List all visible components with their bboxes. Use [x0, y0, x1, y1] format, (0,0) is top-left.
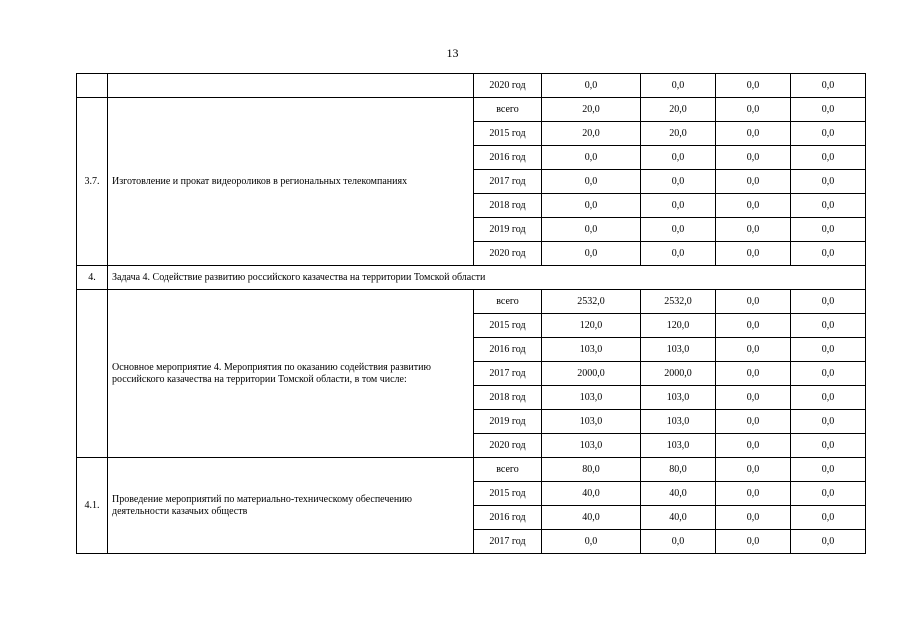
value-cell: 0,0: [641, 530, 716, 554]
year-cell: всего: [474, 458, 542, 482]
value-cell: 0,0: [641, 74, 716, 98]
value-cell: 120,0: [542, 314, 641, 338]
year-cell: 2015 год: [474, 314, 542, 338]
year-cell: 2020 год: [474, 74, 542, 98]
value-cell: 0,0: [791, 434, 866, 458]
task-number: 4.: [77, 266, 108, 290]
value-cell: 0,0: [542, 242, 641, 266]
value-cell: 0,0: [716, 146, 791, 170]
value-cell: 0,0: [716, 194, 791, 218]
task-row: [77, 266, 866, 290]
value-cell: 20,0: [641, 98, 716, 122]
table-row: [77, 458, 866, 482]
value-cell: 40,0: [542, 482, 641, 506]
value-cell: 0,0: [542, 194, 641, 218]
value-cell: 0,0: [641, 218, 716, 242]
value-cell: 0,0: [716, 314, 791, 338]
value-cell: 0,0: [716, 170, 791, 194]
table-row: [77, 74, 866, 98]
year-cell: 2015 год: [474, 122, 542, 146]
year-cell: 2020 год: [474, 242, 542, 266]
item-number: 3.7.: [77, 98, 108, 266]
value-cell: 103,0: [641, 338, 716, 362]
value-cell: 20,0: [542, 98, 641, 122]
value-cell: 0,0: [716, 506, 791, 530]
page-number: 13: [446, 46, 459, 60]
value-cell: 0,0: [641, 146, 716, 170]
value-cell: 103,0: [542, 434, 641, 458]
value-cell: 0,0: [791, 338, 866, 362]
value-cell: 0,0: [791, 482, 866, 506]
year-cell: всего: [474, 98, 542, 122]
value-cell: 0,0: [641, 242, 716, 266]
item-name: Изготовление и прокат видеороликов в региональных телекомпаниях: [108, 98, 474, 266]
year-cell: 2019 год: [474, 410, 542, 434]
value-cell: 0,0: [716, 74, 791, 98]
value-cell: 0,0: [542, 530, 641, 554]
value-cell: 103,0: [542, 386, 641, 410]
year-cell: 2016 год: [474, 338, 542, 362]
value-cell: 0,0: [716, 458, 791, 482]
value-cell: 103,0: [542, 338, 641, 362]
value-cell: 0,0: [716, 290, 791, 314]
table-row: [77, 98, 866, 122]
year-cell: 2019 год: [474, 218, 542, 242]
year-cell: 2017 год: [474, 530, 542, 554]
value-cell: 0,0: [716, 218, 791, 242]
value-cell: 40,0: [641, 506, 716, 530]
value-cell: 0,0: [542, 146, 641, 170]
year-cell: 2018 год: [474, 386, 542, 410]
value-cell: 103,0: [641, 410, 716, 434]
value-cell: 2532,0: [542, 290, 641, 314]
year-cell: 2016 год: [474, 146, 542, 170]
value-cell: 0,0: [791, 386, 866, 410]
value-cell: 80,0: [641, 458, 716, 482]
table-row: [77, 290, 866, 314]
value-cell: 0,0: [791, 74, 866, 98]
value-cell: 0,0: [641, 170, 716, 194]
year-cell: всего: [474, 290, 542, 314]
value-cell: 80,0: [542, 458, 641, 482]
item-number: 4.1.: [77, 458, 108, 554]
value-cell: 0,0: [791, 530, 866, 554]
value-cell: 103,0: [641, 386, 716, 410]
value-cell: 2000,0: [542, 362, 641, 386]
value-cell: 0,0: [716, 122, 791, 146]
value-cell: 0,0: [791, 194, 866, 218]
value-cell: 40,0: [641, 482, 716, 506]
task-title: Задача 4. Содействие развитию российского казачества на территории Томской области: [108, 266, 866, 290]
value-cell: 2000,0: [641, 362, 716, 386]
value-cell: 120,0: [641, 314, 716, 338]
year-cell: 2015 год: [474, 482, 542, 506]
value-cell: 0,0: [791, 314, 866, 338]
value-cell: 0,0: [791, 410, 866, 434]
value-cell: 20,0: [641, 122, 716, 146]
value-cell: 0,0: [716, 434, 791, 458]
value-cell: 0,0: [791, 242, 866, 266]
value-cell: 0,0: [791, 506, 866, 530]
value-cell: 0,0: [716, 338, 791, 362]
value-cell: 103,0: [542, 410, 641, 434]
value-cell: 2532,0: [641, 290, 716, 314]
value-cell: 0,0: [716, 98, 791, 122]
value-cell: 0,0: [716, 410, 791, 434]
value-cell: 40,0: [542, 506, 641, 530]
value-cell: 0,0: [542, 74, 641, 98]
value-cell: 0,0: [791, 146, 866, 170]
value-cell: 0,0: [791, 290, 866, 314]
budget-table: [76, 73, 866, 554]
year-cell: 2017 год: [474, 362, 542, 386]
value-cell: 0,0: [791, 362, 866, 386]
value-cell: 0,0: [716, 242, 791, 266]
value-cell: 0,0: [542, 218, 641, 242]
item-name: Основное мероприятие 4. Мероприятия по оказанию содействия развитию российского казачества на территории Томской области, в том числе:: [108, 290, 474, 458]
year-cell: 2018 год: [474, 194, 542, 218]
year-cell: 2017 год: [474, 170, 542, 194]
value-cell: 0,0: [542, 170, 641, 194]
value-cell: 0,0: [791, 98, 866, 122]
value-cell: 0,0: [791, 122, 866, 146]
item-name: Проведение мероприятий по материально-техническому обеспечению деятельности казачьих обществ: [108, 458, 474, 554]
value-cell: 103,0: [641, 434, 716, 458]
value-cell: 0,0: [716, 530, 791, 554]
value-cell: 0,0: [641, 194, 716, 218]
value-cell: 20,0: [542, 122, 641, 146]
value-cell: 0,0: [791, 458, 866, 482]
item-number: [77, 290, 108, 458]
year-cell: 2016 год: [474, 506, 542, 530]
value-cell: 0,0: [791, 170, 866, 194]
value-cell: 0,0: [716, 482, 791, 506]
value-cell: 0,0: [791, 218, 866, 242]
value-cell: 0,0: [716, 362, 791, 386]
year-cell: 2020 год: [474, 434, 542, 458]
value-cell: 0,0: [716, 386, 791, 410]
